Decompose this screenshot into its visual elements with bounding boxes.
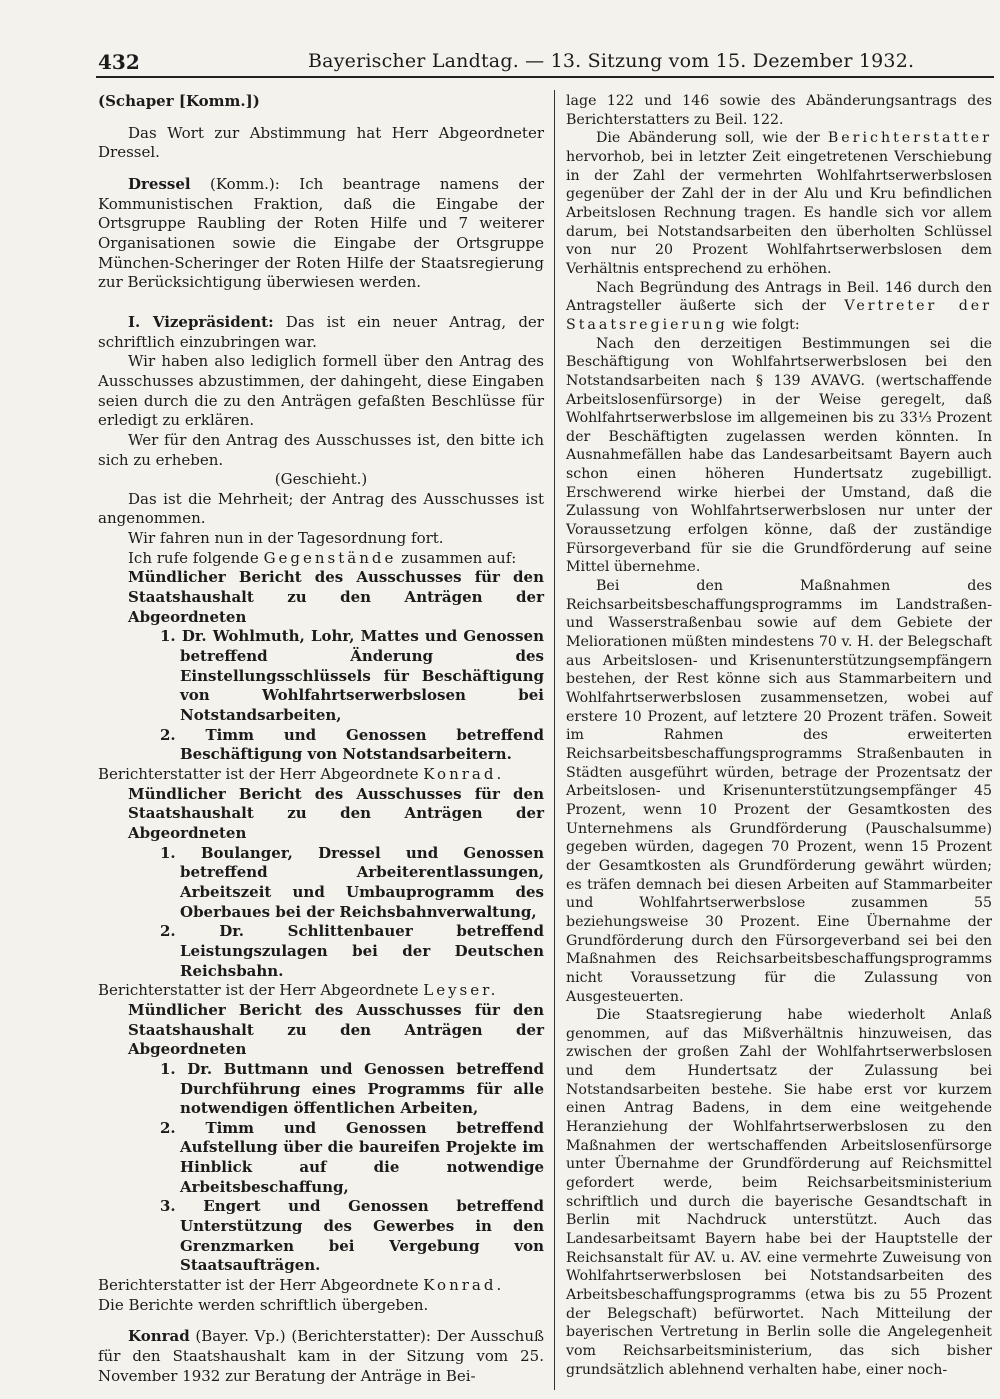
rapporteur-name: Konrad. — [423, 765, 505, 783]
agenda-item: 2. Dr. Schlittenbauer betreffend Leistungszulagen bei der Deutschen Reichsbahn. — [160, 922, 544, 980]
text-run: Berichterstatter ist der Herr Abgeordnete — [98, 765, 424, 783]
speech-konrad — [98, 1327, 544, 1386]
paragraph: Die Berichte werden schriftlich übergeben. — [98, 1295, 429, 1314]
spaced-term: Vertreter der Staatsregierung — [566, 298, 992, 333]
speaker-header: (Schaper [Komm.]) — [98, 92, 260, 110]
paragraph: Das ist die Mehrheit; der Antrag des Ausschusses ist angenommen. — [98, 489, 544, 528]
left-column — [98, 92, 544, 1386]
speech-text: (Bayer. Vp.) (Berichterstatter): Der Ausschuß für den Staatshaushalt kam in der Sitzung vom 25. November 1932 zur Beratung der Anträge in Bei- — [98, 1327, 544, 1385]
paragraph: Wer für den Antrag des Ausschusses ist, den bitte ich sich zu erheben. — [98, 430, 544, 469]
spaced-term: Gegenstände — [263, 548, 397, 567]
agenda-heading: Mündlicher Bericht des Ausschusses für den Staatshaushalt zu den Anträgen der Abgeordneten — [128, 568, 544, 626]
page-number: 432 — [98, 50, 140, 74]
rapporteur-line — [98, 765, 544, 785]
rapporteur-line — [98, 981, 544, 1001]
paragraph: Nach den derzeitigen Bestimmungen sei die Beschäftigung von Wohlfahrtserwerbslosen bei den Notstandsarbeiten nach § 139 AVAVG. (wertschaffende Arbeitslosenfürsorge) in der Weise geregelt, daß Wohlfahrtserwerbslose im allgemeinen bis zu 33⅓ Prozent der Beschäftigten zugelassen werden könnten. In Ausnahmefällen habe das Landesarbeitsamt Bayern auch schon einen höheren Hundertsatz zugebilligt. Erschwerend wirke hierbei der Umstand, daß die Zulassung von Wohlfahrtserwerbslosen nur unter der Voraussetzung erfolgen könne, daß der zuständige Fürsorgeverband für sie die Grundförderung auf seine Mittel übernehme. — [566, 335, 992, 576]
agenda-heading: Mündlicher Bericht des Ausschusses für den Staatshaushalt zu den Anträgen der Abgeordneten — [128, 1000, 544, 1059]
text-run: Die Abänderung soll, wie der — [596, 130, 828, 147]
paragraph: lage 122 und 146 sowie des Abänderungsantrags des Berichterstatters zu Beil. 122. — [566, 93, 992, 128]
running-title: Bayerischer Landtag. — 13. Sitzung vom 15. Dezember 1932. — [308, 50, 915, 72]
right-column — [566, 92, 992, 1379]
text-run: Berichterstatter ist der Herr Abgeordnete — [98, 1276, 424, 1295]
paragraph: Wir haben also lediglich formell über den Antrag des Ausschusses abzustimmen, der dahingeht, diese Eingaben seien durch die zu den Anträgen gefaßten Beschlüsse für erledigt zu erklären. — [98, 352, 544, 430]
speaker-name: I. Vizepräsident: — [128, 312, 274, 331]
speaker-name: Dressel — [128, 174, 191, 193]
agenda-item: 1. Dr. Buttmann und Genossen betreffend Durchführung eines Programms für alle notwendigen öffentlichen Arbeiten, — [160, 1059, 544, 1118]
paragraph: Wir fahren nun in der Tagesordnung fort. — [128, 529, 444, 548]
rapporteur-name: Konrad. — [423, 1276, 505, 1295]
text-run: hervorhob, bei in letzter Zeit eingetretenen Verschiebung in der Zahl der vermehrten Wohlfahrtserwerbslosen gegenüber der Zahl der in der Alu und Kru befindlichen Arbeitslosen Rechnung tragen. Es handle sich vor allem darum, bei Notstandsarbeiten den überholten Schlüssel von nur 20 Prozent Wohlfahrtserwerbslosen dem Verhältnis entsprechend zu erhöhen. — [566, 148, 992, 277]
paragraph: Das Wort zur Abstimmung hat Herr Abgeordneter Dressel. — [98, 123, 544, 162]
speech-dressel — [98, 175, 544, 293]
agenda-item: 3. Engert und Genossen betreffend Unterstützung des Gewerbes in den Grenzmarken bei Vergebung von Staatsaufträgen. — [160, 1197, 544, 1275]
paragraph: Bei den Maßnahmen des Reichsarbeitsbeschaffungsprogramms im Landstraßen- und Wasserstraßenbau sowie auf dem Gebiete der Meliorationen müßten mindestens 70 v. H. der Belegschaft aus Arbeitslosen- und Krisenunterstützungsempfängern bestehen, der Rest könne sich aus Stammarbeitern und Wohlfahrtserwerbslosen zusammensetzen, wobei auf erstere 10 Prozent, auf letztere 20 Prozent träfen. Soweit im Rahmen des erweiterten Reichsarbeitsbeschaffungsprogramms Straßenbauten in Städten ausgeführt würden, betrage der Prozentsatz der Arbeitslosen- und Krisenunterstützungsempfänger 45 Prozent, wenn 10 Prozent der Gesamtkosten des Unternehmens als Grundförderung (Pauschalsumme) gegeben würden, dagegen 70 Prozent, wenn 15 Prozent der Gesamtkosten als Grundförderung gewährt würden; es träfen demnach bei diesen Arbeiten auf Stammarbeiter und Wohlfahrtserwerbslose zusammen 55 beziehungsweise 30 Prozent. Eine Übernahme der Grundförderung durch den Fürsorgeverband sei bei den Maßnahmen des Reichsarbeitsbeschaffungsprogramms nicht Voraussetzung für die Zulassung von Ausgesteuerten. — [566, 578, 992, 1005]
spaced-term: Berichterstatter — [827, 130, 992, 147]
rapporteur-name: Leyser. — [423, 981, 499, 1000]
paragraph: Die Staatsregierung habe wiederholt Anlaß genommen, auf das Mißverhältnis hinzuweisen, das zwischen der großen Zahl der Wohlfahrtserwerbslosen und dem Hundertsatz der Zulassung bei Notstandsarbeiten bestehe. Sie habe erst vor kurzem einen Antrag Badens, in dem eine weitgehende Heranziehung der Wohlfahrtserwerbslosen zu den Maßnahmen der wertschaffenden Arbeitslosenfürsorge unter Übernahme der Grundförderung auf Reichsmittel gefordert werde, beim Reichsarbeitsministerium schriftlich und durch die bayerische Gesandtschaft in Berlin mit Nachdruck unterstützt. Auch das Landesarbeitsamt Bayern habe bei der Hauptstelle der Reichsanstalt für AV. u. AV. eine vermehrte Zuweisung von Wohlfahrtserwerbslosen bei Notstandsarbeiten des Arbeitsbeschaffungsprogramms (etwa bis zu 55 Prozent der Belegschaft) befürwortet. Nach Mitteilung der bayerischen Vertretung in Berlin solle die Angelegenheit vom Reichsarbeitsministerium, das sich bisher grundsätzlich ablehnend verhalten habe, einer noch- — [566, 1007, 992, 1378]
text-run: Ich rufe folgende — [128, 548, 264, 567]
agenda-item: 1. Boulanger, Dressel und Genossen betreffend Arbeiterentlassungen, Arbeitszeit und Umbauprogramm des Oberbaues bei der Reichsbahnverwaltung, — [160, 843, 544, 921]
agenda-item: 1. Dr. Wohlmuth, Lohr, Mattes und Genossen betreffend Änderung des Einstellungsschlüssels für Beschäftigung von Wohlfahrtserwerbslosen bei Notstandsarbeiten, — [160, 627, 544, 725]
agenda-heading: Mündlicher Bericht des Ausschusses für den Staatshaushalt zu den Anträgen der Abgeordneten — [128, 784, 544, 842]
agenda-item: 2. Timm und Genossen betreffend Aufstellung über die baureifen Projekte im Hinblick auf die notwendige Arbeitsbeschaffung, — [160, 1118, 544, 1196]
agenda-item: 2. Timm und Genossen betreffend Beschäftigung von Notstandsarbeitern. — [160, 725, 544, 764]
rapporteur-line — [98, 1276, 544, 1296]
stage-direction: (Geschieht.) — [274, 470, 368, 489]
text-run: zusammen auf: — [396, 548, 517, 567]
speech-text: Das ist ein neuer Antrag, der schriftlich einzubringen war. — [98, 312, 544, 351]
page-header — [96, 50, 994, 78]
paragraph — [98, 549, 544, 569]
speech-vizepraesident — [98, 313, 544, 352]
speaker-name: Konrad — [128, 1327, 190, 1346]
text-run: Nach Begründung des Antrags in Beil. 146 durch den Antragsteller äußerte sich der — [566, 279, 992, 315]
paragraph — [566, 279, 992, 335]
text-run: Berichterstatter ist der Herr Abgeordnete — [98, 981, 424, 1000]
text-run: wie folgt: — [727, 316, 800, 333]
speech-text: (Komm.): Ich beantrage namens der Kommunistischen Fraktion, daß die Eingabe der Ortsgruppe Raubling der Roten Hilfe und 7 weiterer Organisationen sowie die Eingabe der Ortsgruppe München-Scheringer der Roten Hilfe der Staatsregierung zur Berücksichtigung überwiesen werden. — [98, 174, 544, 292]
paragraph — [566, 129, 992, 278]
column-divider — [554, 90, 555, 1390]
